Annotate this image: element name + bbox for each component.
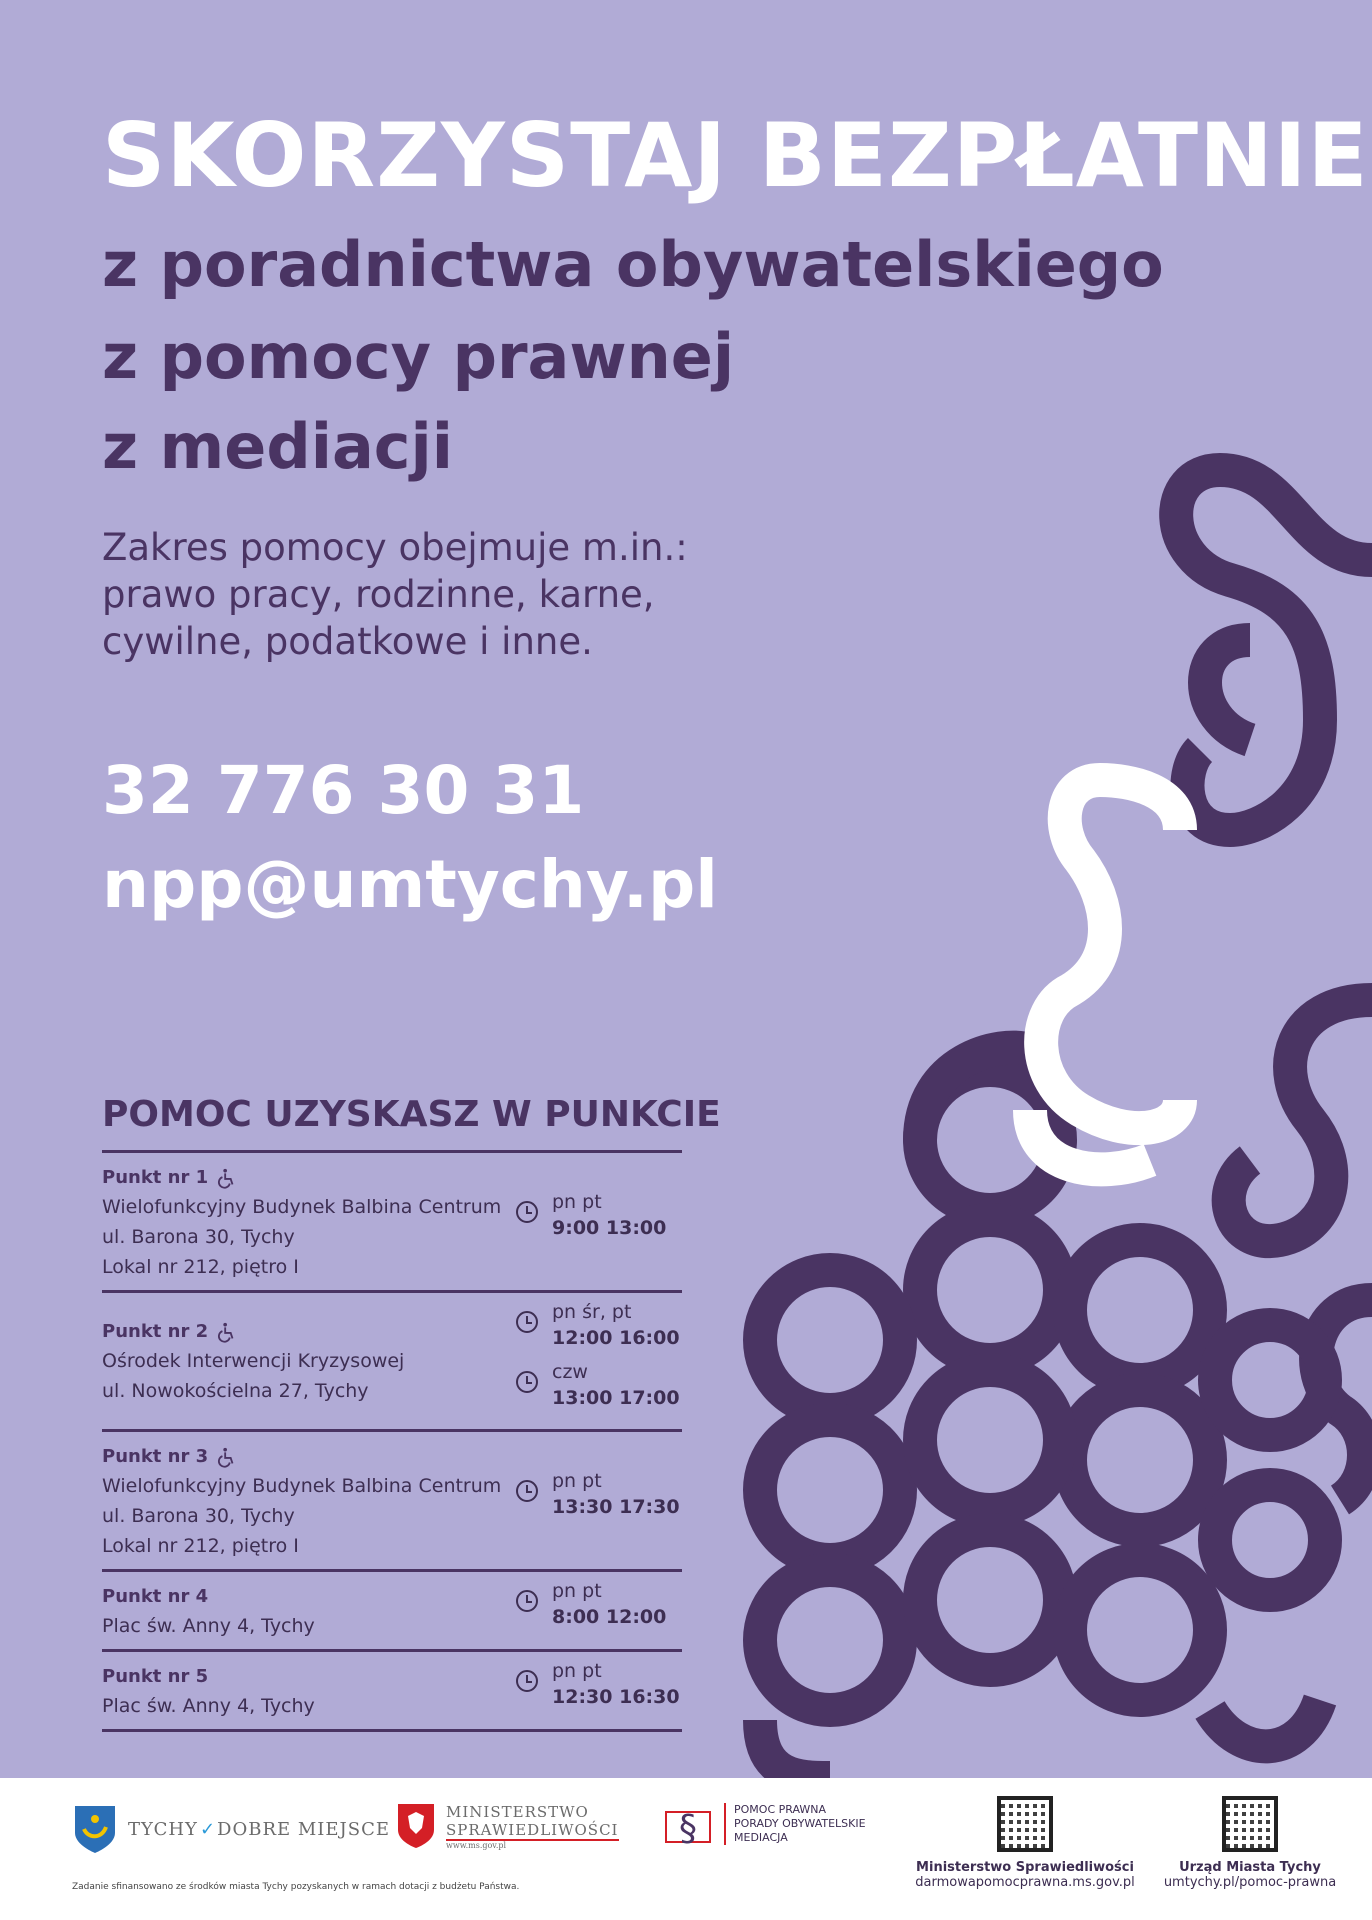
schedule-days: pn pt xyxy=(552,1191,602,1213)
schedule-days: pn pt xyxy=(552,1660,602,1682)
point-name: Punkt nr 2 xyxy=(102,1321,209,1342)
tychy-name: TYCHY xyxy=(128,1818,198,1840)
point-row-4 xyxy=(102,1572,682,1652)
npp-line-2: PORADY OBYWATELSKIE xyxy=(734,1817,866,1830)
point-address-line: ul. Nowokościelna 27, Tychy xyxy=(102,1380,369,1402)
wheelchair-icon xyxy=(216,1167,238,1189)
schedule-hours: 8:00 12:00 xyxy=(552,1606,667,1628)
check-icon: ✓ xyxy=(199,1818,216,1840)
npp-line-1: POMOC PRAWNA xyxy=(734,1803,827,1816)
qr-tychy[interactable] xyxy=(1150,1796,1350,1890)
point-schedule xyxy=(516,1658,680,1710)
qr2-url[interactable]: umtychy.pl/pomoc-prawna xyxy=(1163,1875,1337,1890)
point-row-5 xyxy=(102,1652,682,1732)
qr-code-icon[interactable] xyxy=(997,1796,1053,1852)
tychy-logo xyxy=(72,1803,390,1855)
schedule-days: pn pt xyxy=(552,1470,602,1492)
footer xyxy=(0,1778,1372,1920)
tychy-slogan: DOBRE MIEJSCE xyxy=(217,1818,391,1840)
qr1-title: Ministerstwo Sprawiedliwości xyxy=(916,1860,1134,1875)
scope-line-3: cywilne, podatkowe i inne. xyxy=(102,620,593,663)
scope-line-2: prawo pracy, rodzinne, karne, xyxy=(102,573,655,616)
schedule-hours: 12:00 16:00 xyxy=(552,1327,680,1349)
ministry-url: www.ms.gov.pl xyxy=(446,1840,507,1850)
point-name: Punkt nr 5 xyxy=(102,1666,209,1687)
schedule-hours: 13:30 17:30 xyxy=(552,1496,680,1518)
point-address-line: ul. Barona 30, Tychy xyxy=(102,1226,295,1248)
point-name: Punkt nr 1 xyxy=(102,1167,209,1188)
point-address-line: Wielofunkcyjny Budynek Balbina Centrum xyxy=(102,1475,502,1497)
wheelchair-icon xyxy=(216,1446,238,1468)
clock-icon xyxy=(516,1590,538,1612)
point-address-line: ul. Barona 30, Tychy xyxy=(102,1505,295,1527)
point-schedule xyxy=(516,1359,680,1411)
ministry-line-2: SPRAWIEDLIWOŚCI xyxy=(446,1820,619,1839)
paragraph-logo-icon xyxy=(662,1798,714,1850)
tychy-crest-icon xyxy=(72,1803,118,1855)
point-row-1 xyxy=(102,1153,682,1293)
eagle-emblem-icon xyxy=(396,1802,436,1850)
point-name: Punkt nr 4 xyxy=(102,1586,209,1607)
clock-icon xyxy=(516,1311,538,1333)
schedule-days: czw xyxy=(552,1361,588,1383)
service-line-1: z poradnictwa obywatelskiego xyxy=(102,228,1164,301)
service-line-3: z mediacji xyxy=(102,410,454,483)
point-address-line: Wielofunkcyjny Budynek Balbina Centrum xyxy=(102,1196,502,1218)
point-address-line: Ośrodek Interwencji Kryzysowej xyxy=(102,1350,405,1372)
service-line-2: z pomocy prawnej xyxy=(102,320,735,393)
clock-icon xyxy=(516,1480,538,1502)
point-schedule xyxy=(516,1299,680,1351)
point-address-line: Lokal nr 212, piętro I xyxy=(102,1256,299,1278)
point-address-line: Plac św. Anny 4, Tychy xyxy=(102,1615,315,1637)
clock-icon xyxy=(516,1670,538,1692)
qr-code-icon[interactable] xyxy=(1222,1796,1278,1852)
npp-logo xyxy=(662,1798,866,1850)
scope-line-1: Zakres pomocy obejmuje m.in.: xyxy=(102,526,688,569)
email-address: npp@umtychy.pl xyxy=(102,846,718,923)
point-address-line: Lokal nr 212, piętro I xyxy=(102,1535,299,1557)
funding-note: Zadanie sfinansowano ze środków miasta Tychy pozyskanych w ramach dotacji z budżetu Państwa. xyxy=(72,1882,520,1892)
schedule-days: pn śr, pt xyxy=(552,1301,632,1323)
schedule-days: pn pt xyxy=(552,1580,602,1602)
svg-text:§: § xyxy=(679,1808,697,1849)
point-address-line: Plac św. Anny 4, Tychy xyxy=(102,1695,315,1717)
clock-icon xyxy=(516,1201,538,1223)
point-schedule xyxy=(516,1578,666,1630)
phone-number: 32 776 30 31 xyxy=(102,752,585,829)
qr2-title: Urząd Miasta Tychy xyxy=(1179,1860,1321,1875)
points-table xyxy=(102,1150,682,1732)
point-schedule xyxy=(516,1189,666,1241)
point-row-2 xyxy=(102,1293,682,1432)
ministry-logo xyxy=(396,1802,619,1850)
npp-line-3: MEDIACJA xyxy=(734,1831,788,1844)
page-title: SKORZYSTAJ BEZPŁATNIE xyxy=(102,104,1369,207)
wheelchair-icon xyxy=(216,1321,238,1343)
point-row-3 xyxy=(102,1432,682,1572)
ministry-line-1: MINISTERSTWO xyxy=(446,1802,589,1821)
qr-ministry[interactable] xyxy=(915,1796,1135,1890)
point-schedule xyxy=(516,1468,680,1520)
qr1-url[interactable]: darmowapomocprawna.ms.gov.pl xyxy=(915,1875,1135,1890)
point-name: Punkt nr 3 xyxy=(102,1446,209,1467)
schedule-hours: 13:00 17:00 xyxy=(552,1387,680,1409)
schedule-hours: 9:00 13:00 xyxy=(552,1217,667,1239)
scope-text xyxy=(102,524,688,665)
schedule-hours: 12:30 16:30 xyxy=(552,1686,680,1708)
points-heading: POMOC UZYSKASZ W PUNKCIE xyxy=(102,1094,721,1135)
clock-icon xyxy=(516,1371,538,1393)
